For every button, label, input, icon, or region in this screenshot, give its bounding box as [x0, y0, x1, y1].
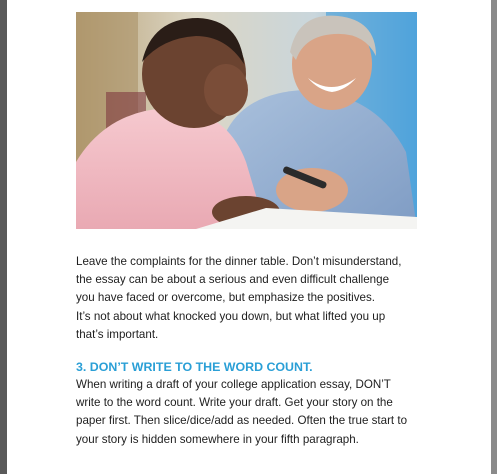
paragraph-line: the essay can be about a serious and even difficult challenge — [76, 273, 390, 287]
paragraph-word-count — [76, 376, 426, 449]
paragraph-line: that’s important. — [76, 327, 159, 341]
paragraph-line: you have faced or overcome, but emphasize the positives. — [76, 291, 376, 305]
viewer-left-border — [0, 0, 7, 474]
viewer-scrollbar[interactable] — [491, 0, 497, 474]
tutoring-photo — [76, 12, 417, 229]
paragraph-line: It’s not about what knocked you down, but what lifted you up — [76, 309, 386, 323]
paragraph-line: paper first. Then slice/dice/add as needed. Often the true start to — [76, 414, 408, 428]
paragraph-line: write to the word count. Write your draft. Get your story on the — [76, 396, 393, 410]
paragraph-line: your story is hidden somewhere in your fifth paragraph. — [76, 432, 359, 446]
section-number: 3. — [76, 360, 87, 374]
section-title: DON’T WRITE TO THE WORD COUNT. — [89, 360, 313, 374]
section-heading — [76, 358, 313, 376]
paragraph-line: Leave the complaints for the dinner table. Don’t misunderstand, — [76, 255, 402, 268]
paragraph-line: When writing a draft of your college application essay, DON’T — [76, 378, 391, 391]
paragraph-positives — [76, 253, 426, 344]
